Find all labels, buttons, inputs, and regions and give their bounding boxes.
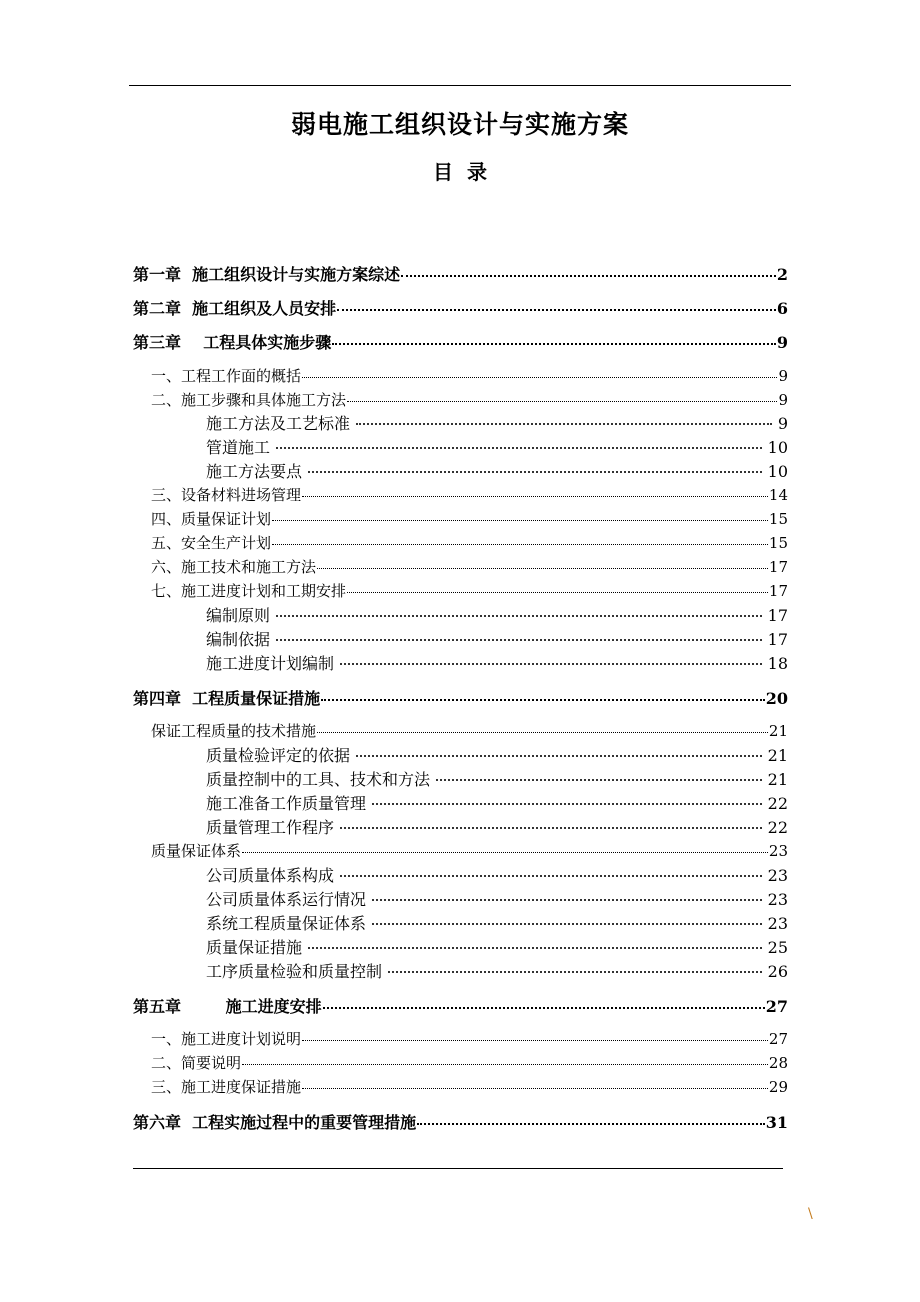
- toc-entry-page: 18: [767, 654, 788, 673]
- toc-dot-leader: [372, 803, 762, 805]
- toc-entry[interactable]: [206, 411, 788, 433]
- toc-entry-label: 公司质量体系构成: [206, 866, 335, 885]
- toc-dot-leader: [308, 947, 762, 949]
- toc-entry-label: 第一章 施工组织设计与实施方案综述: [133, 265, 401, 284]
- toc-entry-page: 31: [765, 1113, 788, 1132]
- toc-entry[interactable]: [206, 767, 788, 789]
- toc-dot-leader: [401, 275, 776, 277]
- toc-entry-label: 施工方法要点: [206, 462, 303, 481]
- toc-entry[interactable]: [133, 296, 788, 318]
- toc-entry[interactable]: [206, 863, 788, 885]
- toc-entry[interactable]: [151, 580, 788, 600]
- corner-mark: \: [808, 1206, 813, 1222]
- toc-entry-label: 施工方法及工艺标准: [206, 414, 351, 433]
- toc-dot-leader: [356, 755, 762, 757]
- toc-entry-page: 27: [768, 1030, 788, 1048]
- toc-entry-page: 9: [778, 391, 788, 409]
- toc-dot-leader: [272, 520, 768, 521]
- toc-entry-label: 质量管理工作程序: [206, 818, 335, 837]
- toc-entry-label: 系统工程质量保证体系: [206, 914, 367, 933]
- toc-entry-label: 五、安全生产计划: [151, 534, 272, 552]
- toc-entry[interactable]: [206, 791, 788, 813]
- toc-dot-leader: [356, 423, 772, 425]
- document-title: 弱电施工组织设计与实施方案: [290, 110, 629, 139]
- toc-dot-leader: [308, 471, 762, 473]
- toc-entry-page: 17: [768, 558, 788, 576]
- toc-entry-page: 9: [776, 333, 788, 352]
- toc-entry-page: 15: [768, 534, 788, 552]
- toc-dot-leader: [340, 827, 762, 829]
- toc-entry-page: 14: [768, 486, 788, 504]
- toc-dot-leader: [340, 663, 762, 665]
- toc-dot-leader: [340, 875, 762, 877]
- toc-dot-leader: [242, 852, 768, 853]
- toc-entry-page: 21: [767, 770, 788, 789]
- toc-entry[interactable]: [206, 815, 788, 837]
- toc-entry-label: 质量保证措施: [206, 938, 303, 957]
- toc-entry-label: 公司质量体系运行情况: [206, 890, 367, 909]
- toc-entry-page: 9: [778, 367, 788, 385]
- toc-entry-page: 28: [768, 1054, 788, 1072]
- toc-entry-page: 10: [767, 438, 788, 457]
- toc-dot-leader: [317, 732, 768, 733]
- toc-entry-label: 编制原则: [206, 606, 271, 625]
- toc-entry[interactable]: [206, 911, 788, 933]
- toc-dot-leader: [388, 971, 762, 973]
- toc-entry-page: 17: [768, 582, 788, 600]
- toc-entry-label: 一、工程工作面的概括: [151, 367, 302, 385]
- toc-entry[interactable]: [206, 627, 788, 649]
- toc-dot-leader: [323, 1007, 765, 1009]
- toc-entry-page: 15: [768, 510, 788, 528]
- toc-entry-page: 17: [767, 606, 788, 625]
- toc-entry[interactable]: [151, 1052, 788, 1072]
- toc-dot-leader: [317, 568, 768, 569]
- toc-entry-label: 第四章 工程质量保证措施: [133, 689, 321, 708]
- toc-entry-label: 三、施工进度保证措施: [151, 1078, 302, 1096]
- toc-entry-label: 管道施工: [206, 438, 271, 457]
- toc-entry-page: 10: [767, 462, 788, 481]
- toc-entry[interactable]: [206, 743, 788, 765]
- toc-entry-label: 质量控制中的工具、技术和方法: [206, 770, 431, 789]
- toc-entry-page: 21: [767, 746, 788, 765]
- toc-entry-label: 第二章 施工组织及人员安排: [133, 299, 337, 318]
- toc-entry[interactable]: [206, 459, 788, 481]
- toc-dot-leader: [347, 592, 768, 593]
- toc-entry[interactable]: [151, 556, 788, 576]
- toc-dot-leader: [276, 615, 762, 617]
- toc-entry-page: 2: [776, 265, 788, 284]
- toc-entry-page: 22: [767, 794, 788, 813]
- toc-entry-page: 23: [767, 914, 788, 933]
- toc-dot-leader: [436, 779, 762, 781]
- footer-rule: [133, 1168, 783, 1169]
- toc-dot-leader: [302, 377, 777, 378]
- toc-entry[interactable]: [133, 262, 788, 284]
- toc-entry-page: 21: [768, 722, 788, 740]
- toc-entry-label: 六、施工技术和施工方法: [151, 558, 317, 576]
- toc-entry-label: 质量检验评定的依据: [206, 746, 351, 765]
- toc-entry-page: 27: [765, 997, 788, 1016]
- toc-heading: [0, 156, 920, 185]
- toc-entry-page: 17: [767, 630, 788, 649]
- toc-entry[interactable]: [206, 435, 788, 457]
- toc-entry[interactable]: [151, 840, 788, 860]
- toc-dot-leader: [417, 1123, 765, 1125]
- toc-entry[interactable]: [133, 686, 788, 708]
- toc-heading-text: 目录: [433, 160, 501, 184]
- toc-entry[interactable]: [133, 330, 788, 352]
- toc-entry-label: 工序质量检验和质量控制: [206, 962, 383, 981]
- toc-dot-leader: [372, 899, 762, 901]
- toc-dot-leader: [242, 1064, 768, 1065]
- toc-entry[interactable]: [206, 603, 788, 625]
- toc-entry-label: 第三章 工程具体实施步骤: [133, 333, 332, 352]
- toc-entry[interactable]: [133, 1110, 788, 1132]
- toc-entry[interactable]: [206, 959, 788, 981]
- toc-entry-label: 施工准备工作质量管理: [206, 794, 367, 813]
- toc-dot-leader: [276, 447, 762, 449]
- toc-entry-page: 20: [765, 689, 788, 708]
- toc-entry-label: 三、设备材料进场管理: [151, 486, 302, 504]
- toc-entry-label: 第五章 施工进度安排: [133, 997, 322, 1016]
- toc-entry-page: 9: [777, 414, 788, 433]
- toc-entry-page: 29: [768, 1078, 788, 1096]
- toc-entry[interactable]: [151, 508, 788, 528]
- toc-entry-page: 25: [767, 938, 788, 957]
- toc-entry-label: 保证工程质量的技术措施: [151, 722, 317, 740]
- toc-entry[interactable]: [151, 532, 788, 552]
- toc-dot-leader: [302, 1088, 768, 1089]
- toc-dot-leader: [302, 496, 768, 497]
- toc-entry[interactable]: [133, 994, 788, 1016]
- toc-dot-leader: [321, 699, 765, 701]
- toc-entry[interactable]: [151, 720, 788, 740]
- toc-dot-leader: [332, 343, 776, 345]
- toc-entry[interactable]: [151, 365, 788, 385]
- toc-entry-label: 四、质量保证计划: [151, 510, 272, 528]
- toc-entry-label: 七、施工进度计划和工期安排: [151, 582, 347, 600]
- toc-entry-page: 22: [767, 818, 788, 837]
- header-rule: [129, 85, 791, 86]
- toc-entry-page: 23: [767, 890, 788, 909]
- toc-dot-leader: [302, 1040, 768, 1041]
- toc-entry-page: 23: [767, 866, 788, 885]
- toc-entry-page: 6: [776, 299, 788, 318]
- toc-dot-leader: [347, 401, 777, 402]
- toc-entry-label: 第六章 工程实施过程中的重要管理措施: [133, 1113, 417, 1132]
- toc-entry-label: 质量保证体系: [151, 842, 242, 860]
- toc-entry-page: 23: [768, 842, 788, 860]
- toc-entry[interactable]: [206, 651, 788, 673]
- toc-entry-label: 编制依据: [206, 630, 271, 649]
- toc-entry[interactable]: [206, 935, 788, 957]
- toc-dot-leader: [272, 544, 768, 545]
- toc-entry-label: 二、简要说明: [151, 1054, 242, 1072]
- toc-entry[interactable]: [151, 1076, 788, 1096]
- toc-entry[interactable]: [151, 1028, 788, 1048]
- toc-entry[interactable]: [151, 484, 788, 504]
- toc-dot-leader: [276, 639, 762, 641]
- toc-entry-page: 26: [767, 962, 788, 981]
- toc-dot-leader: [372, 923, 762, 925]
- toc-dot-leader: [337, 309, 776, 311]
- toc-entry-label: 一、施工进度计划说明: [151, 1030, 302, 1048]
- toc-entry-label: 二、施工步骤和具体施工方法: [151, 391, 347, 409]
- toc-entry[interactable]: [206, 887, 788, 909]
- toc-entry-label: 施工进度计划编制: [206, 654, 335, 673]
- toc-entry[interactable]: [151, 389, 788, 409]
